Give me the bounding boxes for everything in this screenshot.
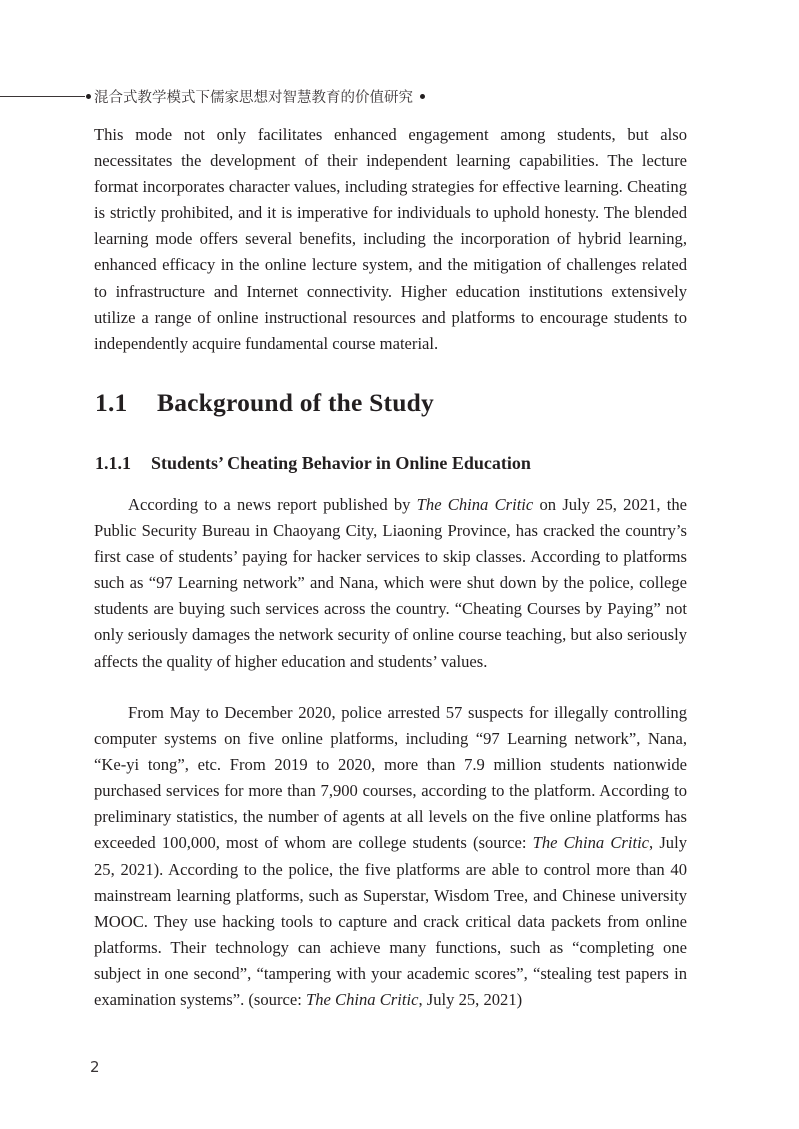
section-heading bbox=[95, 388, 434, 418]
bullet-dot-icon bbox=[420, 94, 425, 99]
intro-paragraph: This mode not only facilitates enhanced engagement among students, but also necessitates the development of their independent learning capabilities. The lecture format incorporates character values, including strategies for effective learning. Cheating is strictly prohibited, and it is imperative for individuals to uphold honesty. The blended learning mode offers several benefits, including the incorporation of hybrid learning, enhanced efficacy in the online lecture system, and the mitigation of challenges related to infrastructure and Internet connectivity. Higher education institutions extensively utilize a range of online instructional resources and platforms to encourage students to independently acquire fundamental course material. bbox=[94, 125, 687, 353]
bullet-dot-icon bbox=[86, 94, 91, 99]
header-rule bbox=[0, 96, 85, 97]
page-number: 2 bbox=[90, 1058, 100, 1076]
publication-title: The China Critic bbox=[532, 833, 650, 853]
subsection-title: Students’ Cheating Behavior in Online Education bbox=[151, 453, 531, 473]
section-number: 1.1 bbox=[95, 388, 128, 417]
publication-title: The China Critic bbox=[305, 990, 419, 1010]
running-header bbox=[0, 86, 428, 106]
text-run: According to a news report published by bbox=[128, 495, 417, 514]
text-run: From May to December 2020, police arrested 57 suspects for illegally controlling computer systems on five online platforms, including “97 Learning network”, Nana, “Ke-yi tong”, etc. From 2019 to 2020, more than 7.9 million students nationwide purchased services for more than 7,900 courses, according to the platform. According to preliminary statistics, the number of agents at all levels on the five online platforms has exceeded 100,000, most of whom are college students (source: bbox=[94, 703, 687, 853]
text-run: , July 25, 2021) bbox=[418, 990, 523, 1010]
text-run: , July 25, 2021). According to the police, the five platforms are able to control more than 40 mainstream learning platforms, such as Superstar, Wisdom Tree, and Chinese university MOOC. They use hacking tools to capture and crack critical data packets from online platforms. Their technology can achieve many functions, such as “completing one subject in one second”, “tampering with your academic scores”, “stealing test papers in examination systems”. (source: bbox=[94, 833, 687, 1010]
publication-title: The China Critic bbox=[416, 495, 534, 514]
running-header-title: 混合式教学模式下儒家思想对智慧教育的价值研究 bbox=[94, 89, 413, 106]
arrests-paragraph bbox=[94, 700, 687, 1013]
subsection-heading bbox=[95, 453, 531, 474]
text-run: on July 25, 2021, the Public Security Bureau in Chaoyang City, Liaoning Province, has cracked the country’s first case of students’ paying for hacker services to skip classes. According to platforms such as “97 Learning network” and Nana, which were shut down by the police, college students are buying such services across the country. “Cheating Courses by Paying” not only seriously damages the network security of online course teaching, but also seriously affects the quality of higher education and students’ values. bbox=[94, 495, 687, 671]
section-title: Background of the Study bbox=[157, 388, 434, 417]
subsection-number: 1.1.1 bbox=[95, 453, 131, 473]
news-report-paragraph bbox=[94, 492, 687, 675]
